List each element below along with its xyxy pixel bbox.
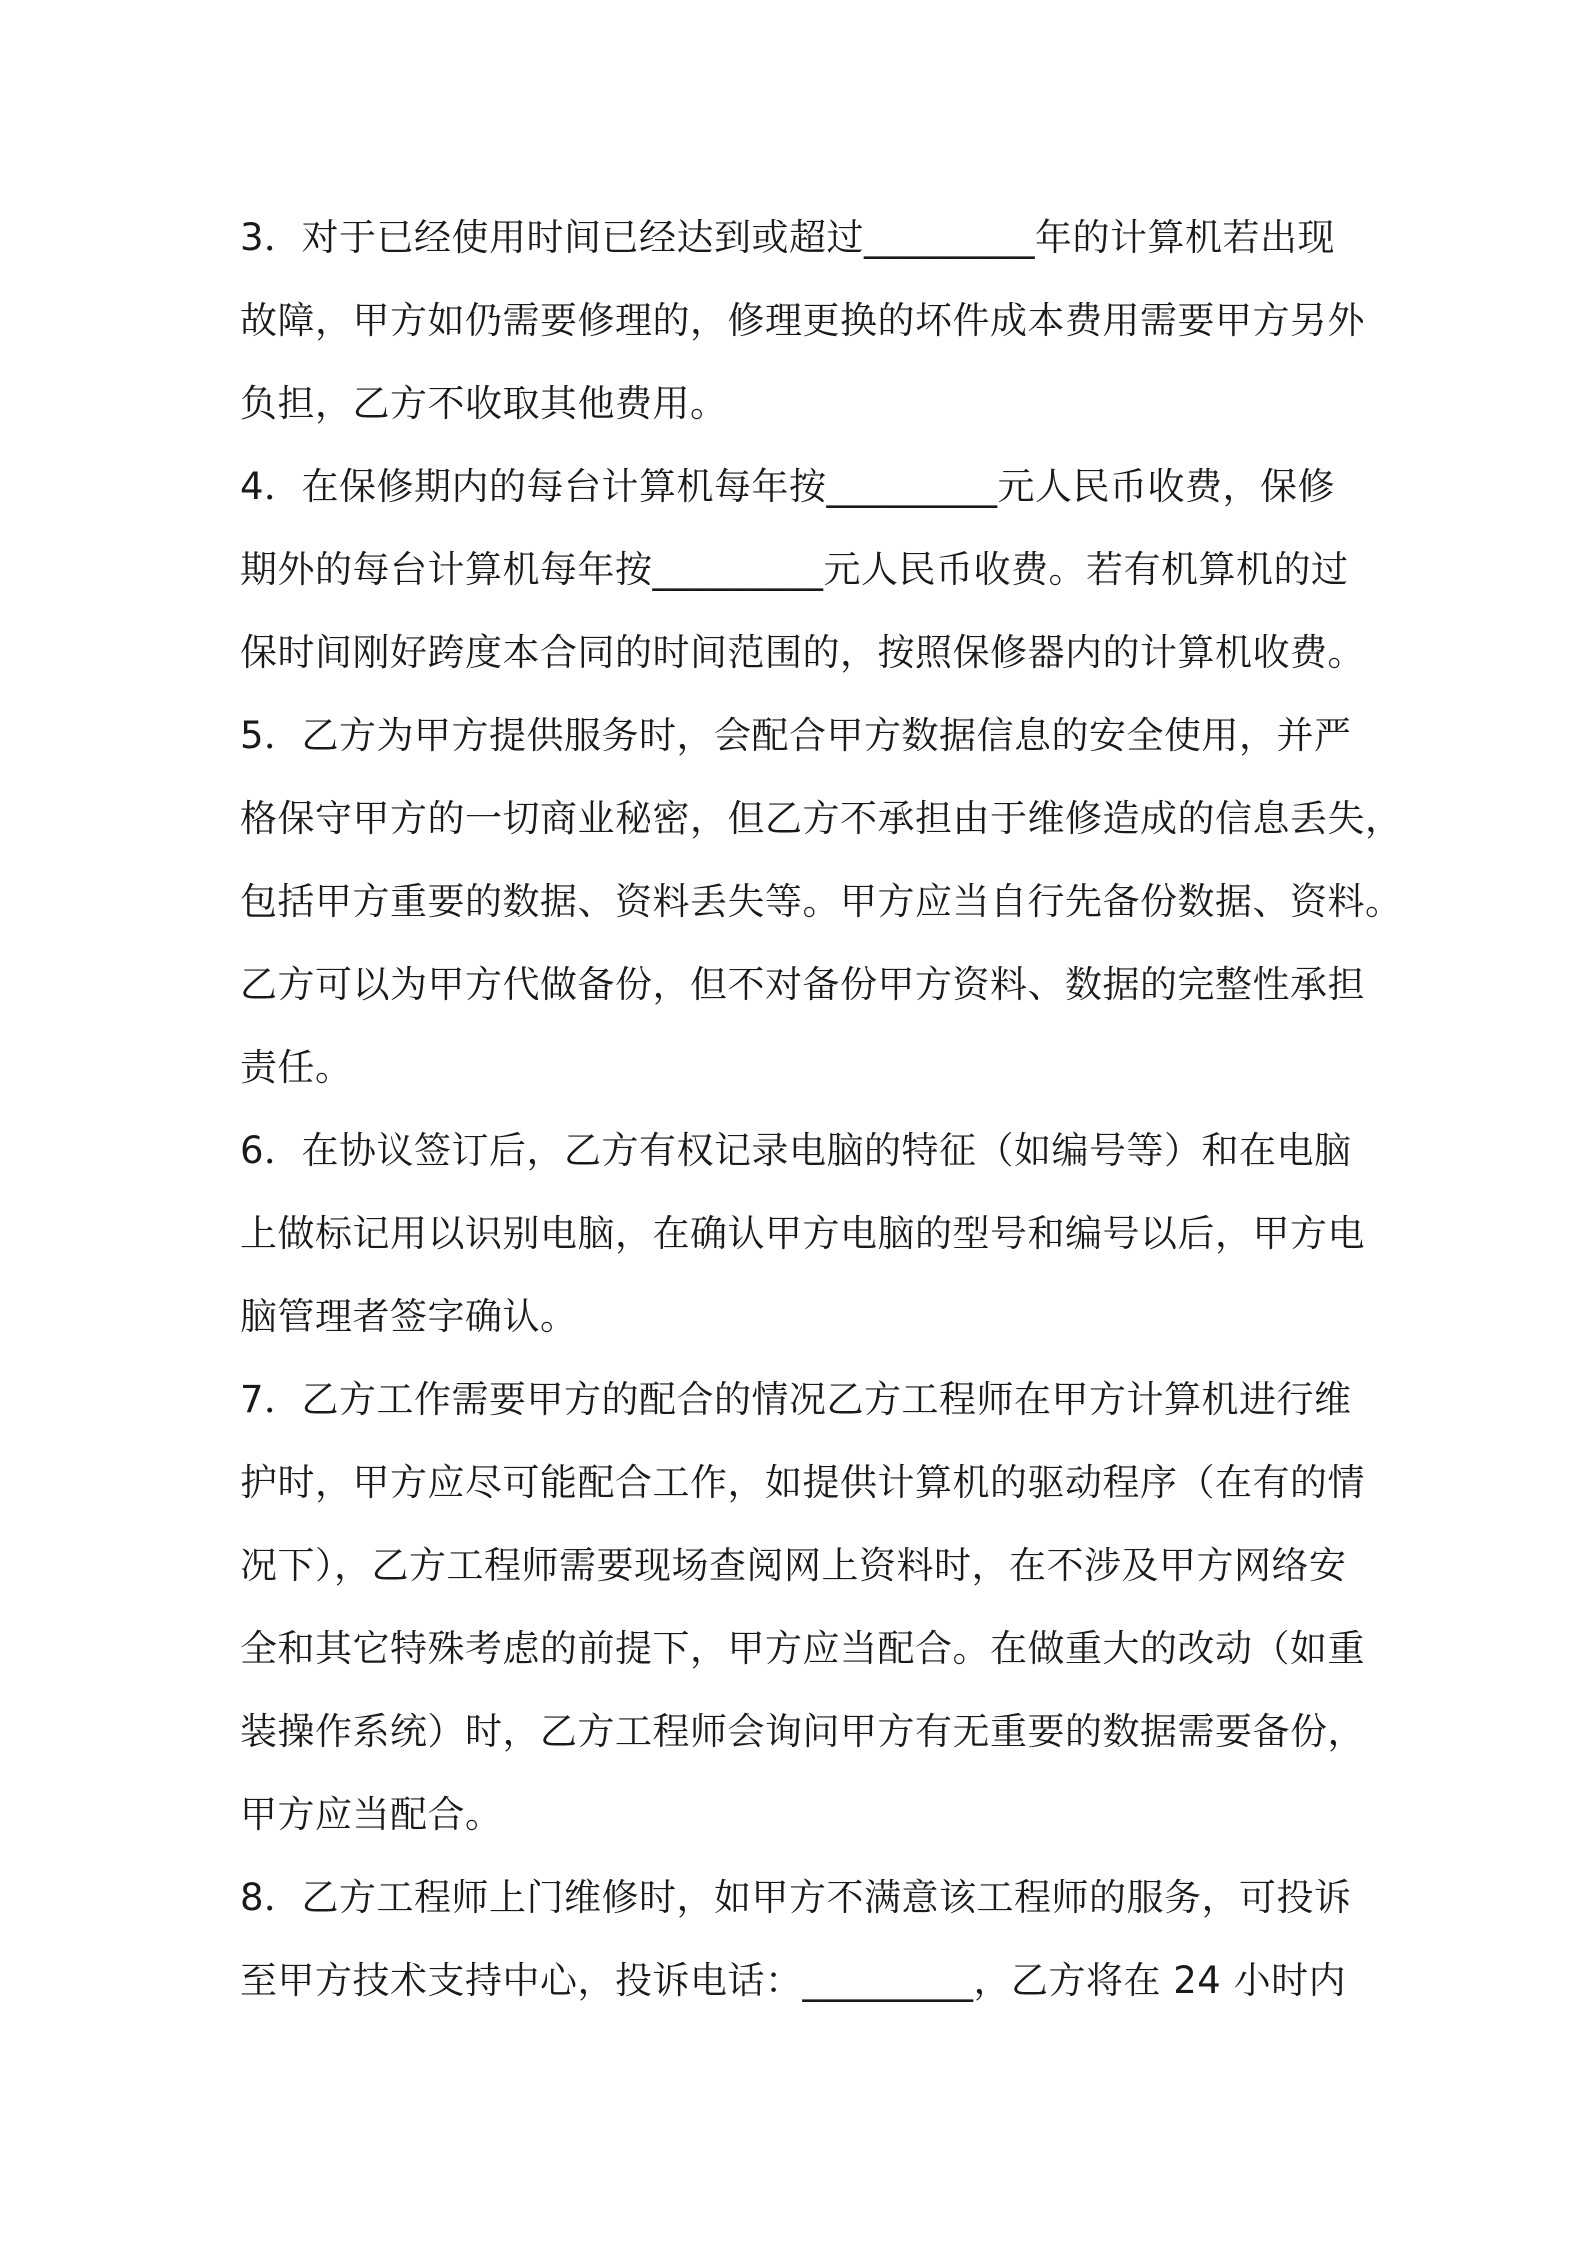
text-line: 乙方可以为甲方代做备份，但不对备份甲方资料、数据的完整性承担 <box>240 963 1365 1006</box>
text-line: 4．在保修期内的每台计算机每年按_________元人民币收费，保修 <box>240 465 1336 508</box>
text-line: 至甲方技术支持中心，投诉电话：_________，乙方将在 24 小时内 <box>240 1959 1347 2002</box>
document-body <box>240 196 1403 2022</box>
text-line: 装操作系统）时，乙方工程师会询问甲方有无重要的数据需要备份， <box>240 1710 1365 1753</box>
text-line: 7．乙方工作需要甲方的配合的情况乙方工程师在甲方计算机进行维 <box>240 1378 1352 1421</box>
text-line: 责任。 <box>240 1046 353 1089</box>
text-line: 全和其它特殊考虑的前提下，甲方应当配合。在做重大的改动（如重 <box>240 1627 1365 1670</box>
text-line: 包括甲方重要的数据、资料丢失等。甲方应当自行先备份数据、资料。 <box>240 880 1403 923</box>
text-line: 3．对于已经使用时间已经达到或超过_________年的计算机若出现 <box>240 216 1336 259</box>
text-line: 脑管理者签字确认。 <box>240 1295 578 1338</box>
text-line: 护时，甲方应尽可能配合工作，如提供计算机的驱动程序（在有的情 <box>240 1461 1365 1504</box>
text-line: 期外的每台计算机每年按_________元人民币收费。若有机算机的过 <box>240 548 1349 591</box>
text-line: 格保守甲方的一切商业秘密，但乙方不承担由于维修造成的信息丢失， <box>240 797 1403 840</box>
text-line: 况下），乙方工程师需要现场查阅网上资料时，在不涉及甲方网络安 <box>240 1544 1347 1587</box>
text-line: 甲方应当配合。 <box>240 1793 503 1836</box>
text-line: 6．在协议签订后，乙方有权记录电脑的特征（如编号等）和在电脑 <box>240 1129 1352 1172</box>
text-line: 上做标记用以识别电脑，在确认甲方电脑的型号和编号以后，甲方电 <box>240 1212 1365 1255</box>
text-line: 负担，乙方不收取其他费用。 <box>240 382 728 425</box>
text-line: 8．乙方工程师上门维修时，如甲方不满意该工程师的服务，可投诉 <box>240 1876 1352 1919</box>
text-line: 故障，甲方如仍需要修理的，修理更换的坏件成本费用需要甲方另外 <box>240 299 1365 342</box>
text-line: 5．乙方为甲方提供服务时，会配合甲方数据信息的安全使用，并严 <box>240 714 1352 757</box>
text-line: 保时间刚好跨度本合同的时间范围的，按照保修器内的计算机收费。 <box>240 631 1365 674</box>
